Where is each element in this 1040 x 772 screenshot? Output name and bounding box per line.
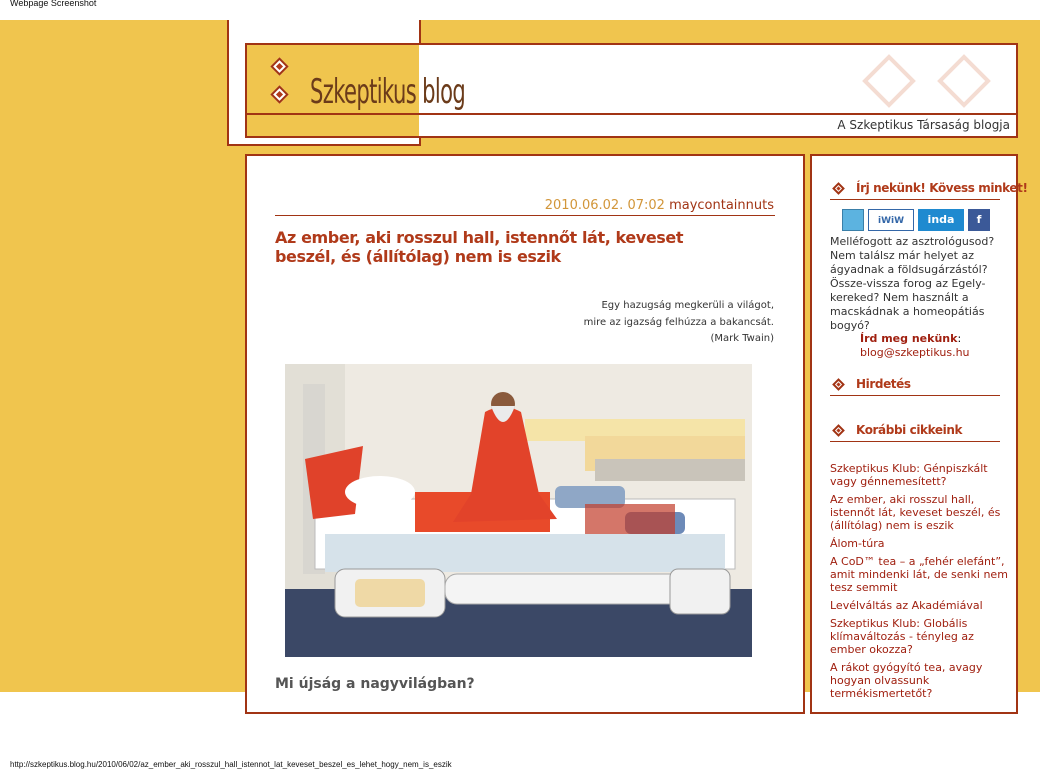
email-link[interactable]: blog@szkeptikus.hu	[860, 346, 970, 359]
twitter-icon[interactable]	[842, 209, 864, 231]
post-column	[245, 154, 805, 714]
header-accent-block-lower	[247, 115, 419, 136]
quote-line: mire az igazság felhúzza a bakancsát.	[583, 317, 774, 328]
facebook-icon[interactable]: f	[968, 209, 990, 231]
sidebar-contact: Írd meg nekünk: blog@szkeptikus.hu	[860, 332, 970, 359]
sidebar-heading-follow: Írj nekünk! Kövess minket!	[830, 180, 1000, 200]
archive-link[interactable]: A rákot gyógyító tea, avagy hogyan olvassunk termékismertetőt?	[830, 661, 983, 700]
archive-list	[830, 462, 1008, 705]
post-subheading: Mi újság a nagyvilágban?	[275, 676, 475, 692]
site-logo[interactable]: Szkeptikus blog	[310, 72, 466, 112]
sidebar-heading-ads: Hirdetés	[830, 376, 1000, 396]
archive-link[interactable]: Levélváltás az Akadémiával	[830, 599, 983, 612]
archive-link[interactable]: A CoD™ tea – a „fehér elefánt”, amit mindenki lát, de senki nem tesz semmit	[830, 555, 1008, 594]
iwiw-icon[interactable]: iWiW	[868, 209, 914, 231]
write-us-label: Írd meg nekünk	[860, 332, 958, 345]
post-meta	[545, 198, 774, 213]
page-viewport	[0, 20, 1040, 700]
sidebar-intro-text: Melléfogott az asztrológusod? Nem találsz már helyet az ágyadnak a földsugárzástól? Össze-vissza forog az Egely-kereked? Nem használt a macskádnak a homeopátiás bogyó?	[830, 235, 995, 332]
diamond-icon	[832, 378, 845, 391]
header-rule	[247, 113, 1016, 115]
post-title[interactable]: Az ember, aki rosszul hall, istennőt lát, keveset beszél, és (állítólag) nem is eszik	[275, 228, 684, 266]
page-caption: Webpage Screenshot	[10, 0, 97, 8]
inda-icon[interactable]: inda	[918, 209, 964, 231]
diamond-icon	[832, 424, 845, 437]
archive-link[interactable]: Az ember, aki rosszul hall, istennőt lát, keveset beszél, és (állítólag) nem is eszik	[830, 493, 1001, 532]
post-author-link[interactable]: maycontainnuts	[669, 198, 774, 213]
site-tagline: A Szkeptikus Társaság blogja	[837, 118, 1010, 132]
archive-link[interactable]: Álom-túra	[830, 537, 885, 550]
sidebar	[810, 154, 1028, 714]
quote-line: Egy hazugság megkerüli a világot,	[601, 300, 774, 311]
post-date: 2010.06.02. 07:02	[544, 198, 665, 213]
sidebar-heading-archive: Korábbi cikkeink	[830, 422, 1000, 442]
quote-attribution: (Mark Twain)	[710, 333, 774, 344]
diamond-icon	[832, 182, 845, 195]
page-url: http://szkeptikus.blog.hu/2010/06/02/az_ember_aki_rosszul_hall_istennot_lat_keveset_beszel_es_lehet_hogy_nem_is_eszik	[10, 760, 452, 769]
archive-link[interactable]: Szkeptikus Klub: Globális klímaváltozás - tényleg az ember okozza?	[830, 617, 974, 656]
post-photo	[285, 364, 752, 657]
archive-link[interactable]: Szkeptikus Klub: Génpiszkált vagy génnemesített?	[830, 462, 988, 488]
post-rule	[275, 215, 775, 216]
